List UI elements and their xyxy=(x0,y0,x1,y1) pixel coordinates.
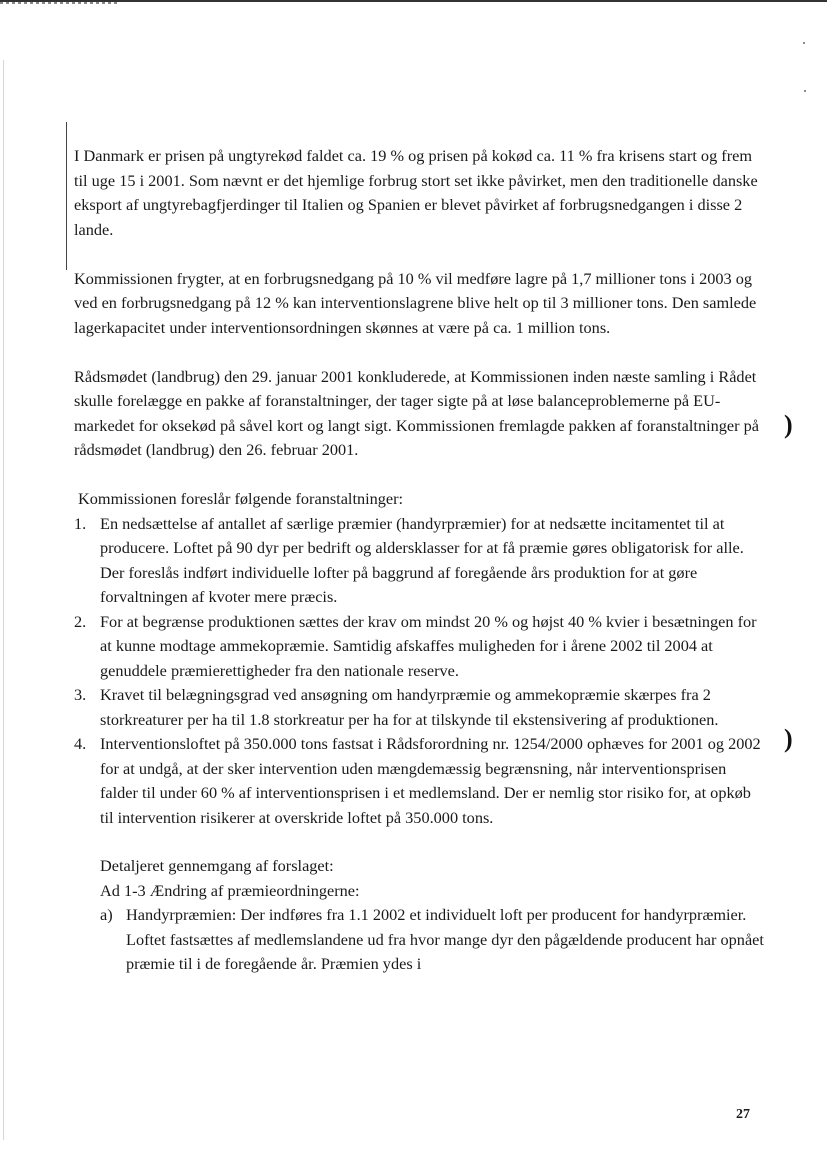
top-border-rule xyxy=(0,0,827,2)
binder-hole-mark-lower: ) xyxy=(784,724,793,753)
measure-item xyxy=(74,512,764,610)
margin-change-bar xyxy=(66,122,67,270)
sub-item-label: a) xyxy=(100,905,113,924)
measure-text: For at begrænse produktionen sættes der krav om mindst 20 % og højst 40 % kvier i besætningen for at kunne modtage ammekopræmie. Samtidig afskaffes muligheden for i årene 2002 til 2004 at genuddele præmierettigheder fra den nationale reserve. xyxy=(100,611,757,680)
paragraph-commission-fears: Kommissionen frygter, at en forbrugsnedgang på 10 % vil medføre lagre på 1,7 millioner tons i 2003 og ved en forbrugsnedgang på 12 % kan interventionslagrene blive helt op til 3 millioner tons. Den samlede lagerkapacitet under interventionsordningen skønnes at være på ca. 1 million tons. xyxy=(74,268,757,337)
measure-item xyxy=(74,732,764,830)
sub-item-text: Handyrpræmien: Der indføres fra 1.1 2002 et individuelt loft per producent for handyrpræmier. Loftet fastsættes af medlemslandene ud fra hvor mange dyr den pågældende producent har opnået præmie til i de foregående år. Præmien ydes i xyxy=(126,905,764,973)
paragraph-council-meeting: Rådsmødet (landbrug) den 29. januar 2001 konkluderede, at Kommissionen inden næste samling i Rådet skulle forelægge en pakke af foranstaltninger, der tager sigte på at løse balanceproblemerne på EU-markedet for oksekød på såvel kort og langt sigt. Kommissionen fremlagde pakken af foranstaltninger på rådsmødet (landbrug) den 26. februar 2001. xyxy=(74,366,759,459)
measure-number: 4. xyxy=(74,734,87,753)
detail-heading: Detaljeret gennemgang af forslaget: xyxy=(100,856,334,875)
binder-hole-mark-upper: ) xyxy=(784,410,793,439)
section-spacer xyxy=(74,830,764,854)
sub-item xyxy=(100,903,764,977)
sub-items-list xyxy=(100,903,764,977)
page-body xyxy=(74,144,764,977)
measure-item xyxy=(74,610,764,684)
scan-speck xyxy=(804,90,806,92)
measure-number: 2. xyxy=(74,611,87,631)
page-number: 27 xyxy=(736,1107,750,1122)
measure-text: Interventionsloftet på 350.000 tons fastsat i Rådsforordning nr. 1254/2000 ophæves for 2001 og 2002 for at undgå, at der sker intervention uden mængdemæssig begrænsning, når interventionsprisen falder til under 60 % af interventionsprisen i et medlemsland. Der er nemlig stor risiko for, at opkøb til intervention risikerer at overskride loftet på 350.000 tons. xyxy=(100,734,761,827)
scan-speck xyxy=(803,42,805,44)
measures-list xyxy=(74,512,764,831)
measure-text: Kravet til belægningsgrad ved ansøgning om handyrpræmie og ammekopræmie skærpes fra 2 storkreaturer per ha til 1.8 storkreatur per ha for at tilskynde til ekstensivering af produktionen. xyxy=(100,685,719,729)
top-scan-dots xyxy=(0,2,120,4)
measure-text: En nedsættelse af antallet af særlige præmier (handyrpræmier) for at nedsætte incitamentet til at producere. Loftet på 90 dyr per bedrift og aldersklasser for at få præmie gøres obligatorisk for alle. Der foreslås indført individuelle lofter på baggrund af foregående års produktion for at gøre forvaltningen af kvoter mere præcis. xyxy=(100,513,744,606)
measure-number: 3. xyxy=(74,685,87,704)
measure-item xyxy=(74,683,764,732)
measures-heading: Kommissionen foreslår følgende foranstaltninger: xyxy=(78,489,404,508)
paragraph-denmark-prices: I Danmark er prisen på ungtyrekød faldet ca. 19 % og prisen på kokød ca. 11 % fra krisens start og frem til uge 15 i 2001. Som nævnt er det hjemlige forbrug stort set ikke påvirket, men den traditionelle danske eksport af ungtyrebagfjerdinger til Italien og Spanien er blevet påvirket af forbrugsnedgangen i disse 2 lande. xyxy=(74,146,758,239)
ad-heading: Ad 1-3 Ændring af præmieordningerne: xyxy=(100,880,360,900)
measure-number: 1. xyxy=(74,513,87,533)
left-scan-edge xyxy=(3,60,4,1140)
